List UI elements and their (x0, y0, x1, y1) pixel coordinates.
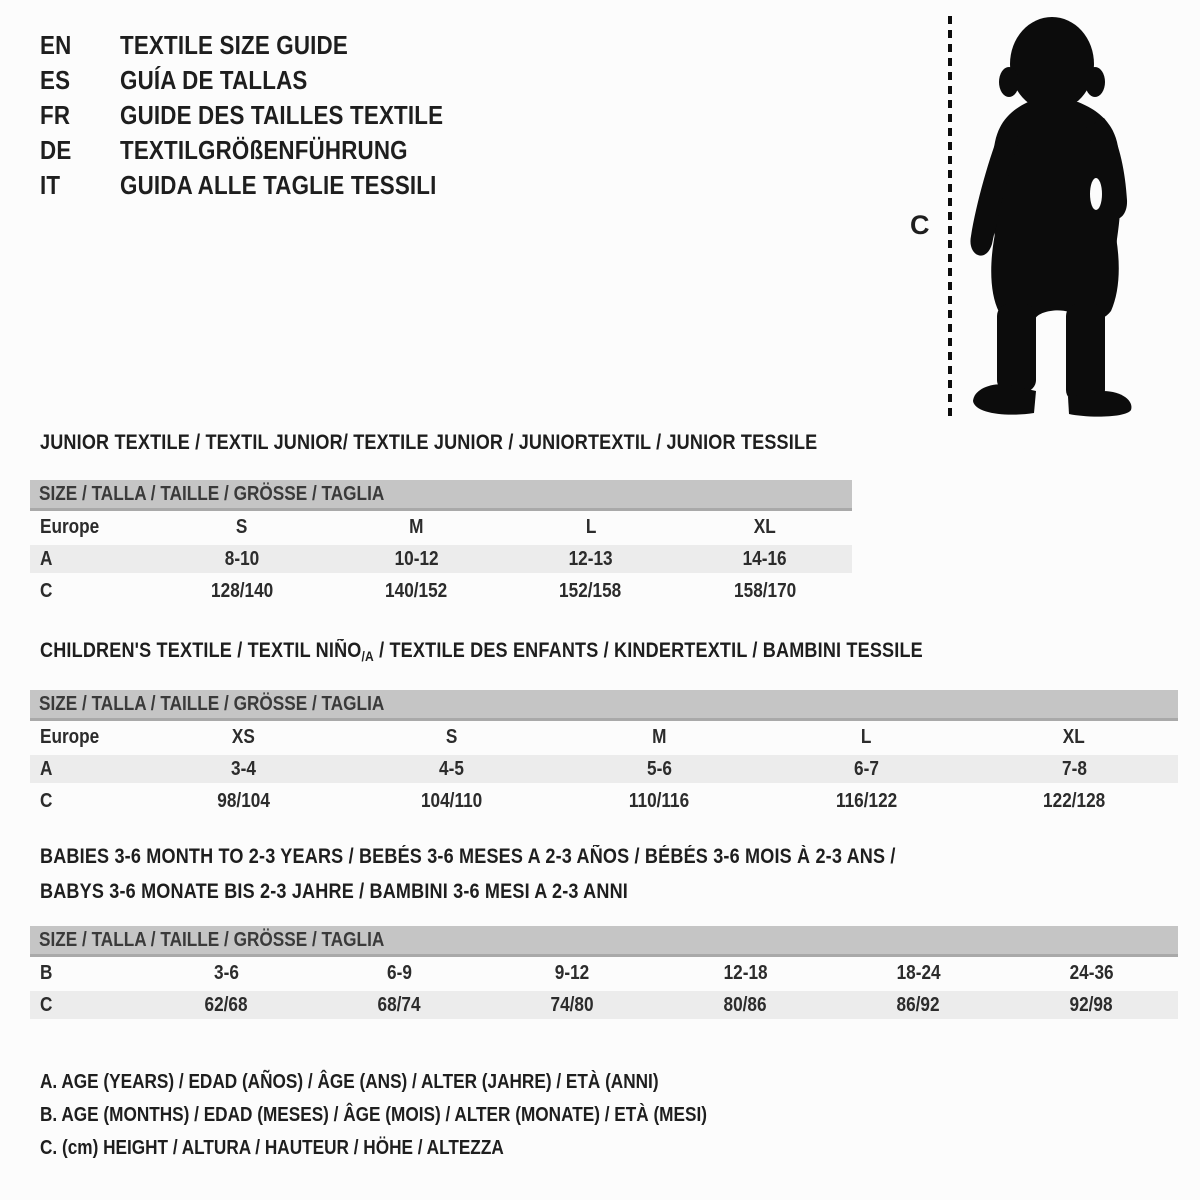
row-label: A (40, 548, 53, 570)
cell: 18-24 (896, 962, 941, 984)
cell: 140/152 (385, 580, 448, 602)
cell: 6-9 (387, 962, 412, 984)
cell: 7-8 (1061, 758, 1087, 780)
cell: 14-16 (742, 548, 787, 570)
lang-row-it (40, 168, 496, 203)
row-label: C (40, 994, 53, 1016)
lang-row-en (40, 28, 496, 63)
language-title-list (40, 28, 496, 203)
babies-size-table (30, 926, 1178, 1021)
cell: 4-5 (438, 758, 464, 780)
cell: 5-6 (646, 758, 672, 780)
lang-row-de (40, 133, 496, 168)
title-de: TEXTILGRÖßENFÜHRUNG (120, 135, 408, 165)
children-size-table (30, 690, 1178, 817)
cell: 9-12 (555, 962, 590, 984)
cell: 86/92 (896, 994, 941, 1016)
row-label: Europe (40, 516, 100, 538)
row-label: C (40, 580, 53, 602)
cell: M (409, 516, 424, 538)
row-age-months (30, 957, 1178, 989)
size-header-bar: SIZE / TALLA / TAILLE / GRÖSSE / TAGLIA (30, 480, 852, 511)
row-label: B (40, 962, 53, 984)
lang-code-es: ES (40, 65, 71, 95)
children-section-title: CHILDREN'S TEXTILE / TEXTIL NIÑO/A / TEXTILE DES ENFANTS / KINDERTEXTIL / BAMBINI TESSILE (40, 639, 923, 664)
cell: XL (753, 516, 776, 538)
row-height-cm (30, 989, 1178, 1021)
cell: 128/140 (211, 580, 274, 602)
measure-legend (40, 1066, 816, 1165)
cell: XS (232, 726, 256, 748)
cell: 116/122 (835, 790, 898, 812)
cell: 12-18 (723, 962, 768, 984)
size-header-bar: SIZE / TALLA / TAILLE / GRÖSSE / TAGLIA (30, 926, 1178, 957)
cell: 3-4 (231, 758, 257, 780)
row-height-cm (30, 575, 852, 607)
cell: 12-13 (568, 548, 613, 570)
cell: 24-36 (1069, 962, 1114, 984)
lang-code-de: DE (40, 135, 72, 165)
lang-row-es (40, 63, 496, 98)
lang-code-fr: FR (40, 100, 71, 130)
cell: XL (1063, 726, 1086, 748)
cell: 10-12 (394, 548, 439, 570)
cell: 92/98 (1069, 994, 1114, 1016)
height-dashed-line (948, 16, 952, 418)
title-it: GUIDA ALLE TAGLIE TESSILI (120, 170, 437, 200)
cell: 8-10 (224, 548, 260, 570)
cell: 158/170 (733, 580, 796, 602)
cell: S (445, 726, 458, 748)
title-en: TEXTILE SIZE GUIDE (120, 30, 348, 60)
row-label: C (40, 790, 53, 812)
size-header-bar: SIZE / TALLA / TAILLE / GRÖSSE / TAGLIA (30, 690, 1178, 721)
legend-age-months: B. AGE (MONTHS) / EDAD (MESES) / ÂGE (MOIS) / ALTER (MONATE) / ETÀ (MESI) (40, 1104, 707, 1126)
lang-code-en: EN (40, 30, 72, 60)
title-fr: GUIDE DES TAILLES TEXTILE (120, 100, 444, 130)
cell: 98/104 (217, 790, 271, 812)
row-europe (30, 721, 1178, 753)
cell: 110/116 (628, 790, 690, 812)
lang-code-it: IT (40, 170, 61, 200)
junior-size-table (30, 480, 852, 607)
cell: 6-7 (854, 758, 880, 780)
row-label: A (40, 758, 53, 780)
cell: 80/86 (723, 994, 768, 1016)
cell: 104/110 (420, 790, 483, 812)
babies-section-title-line2: BABYS 3-6 MONATE BIS 2-3 JAHRE / BAMBINI 3-6 MESI A 2-3 ANNI (40, 880, 628, 903)
cell: 122/128 (1043, 790, 1106, 812)
cell: 152/158 (559, 580, 622, 602)
legend-age-years: A. AGE (YEARS) / EDAD (AÑOS) / ÂGE (ANS) / ALTER (JAHRE) / ETÀ (ANNI) (40, 1071, 659, 1093)
lang-row-fr (40, 98, 496, 133)
cell: 62/68 (204, 994, 249, 1016)
cell: 74/80 (550, 994, 595, 1016)
row-height-cm (30, 785, 1178, 817)
cell: 3-6 (214, 962, 239, 984)
title-es: GUÍA DE TALLAS (120, 65, 308, 95)
row-europe (30, 511, 852, 543)
row-age-years (30, 543, 852, 575)
cell: S (236, 516, 248, 538)
cell: 68/74 (377, 994, 422, 1016)
babies-section-title-line1: BABIES 3-6 MONTH TO 2-3 YEARS / BEBÉS 3-6 MESES A 2-3 AÑOS / BÉBÉS 3-6 MOIS À 2-3 ANS / (40, 845, 896, 868)
toddler-silhouette-image (966, 14, 1144, 420)
cell: L (861, 726, 872, 748)
row-age-years (30, 753, 1178, 785)
cell: M (651, 726, 667, 748)
junior-section-title: JUNIOR TEXTILE / TEXTIL JUNIOR/ TEXTILE JUNIOR / JUNIORTEXTIL / JUNIOR TESSILE (40, 431, 818, 454)
row-label: Europe (40, 726, 100, 748)
height-measure-label: C (910, 210, 930, 240)
legend-height-cm: C. (cm) HEIGHT / ALTURA / HAUTEUR / HÖHE / ALTEZZA (40, 1137, 504, 1159)
cell: L (585, 516, 596, 538)
